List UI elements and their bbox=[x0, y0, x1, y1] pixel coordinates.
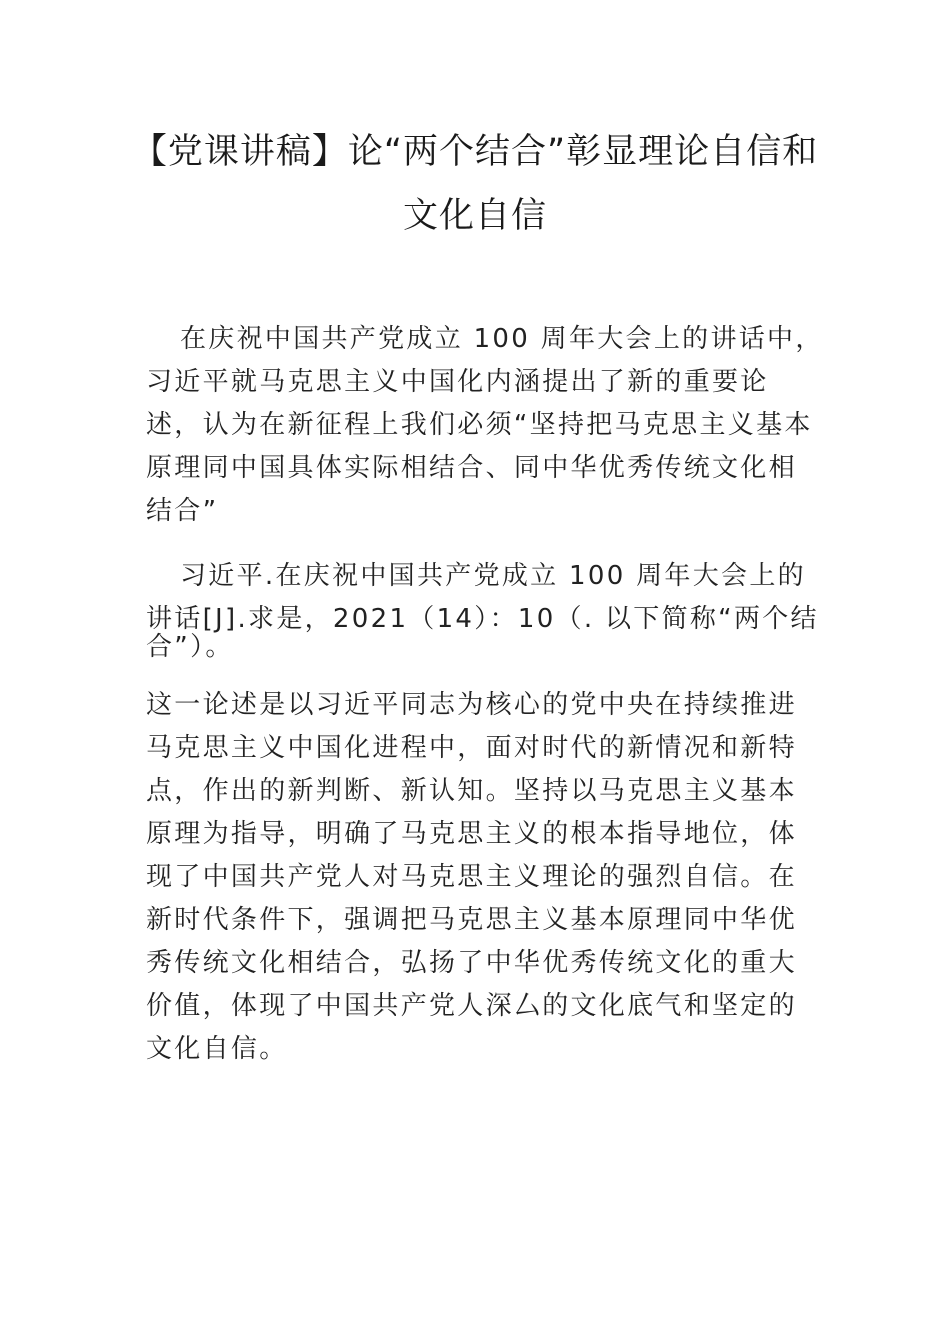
paragraph-line: 结合” bbox=[146, 496, 219, 526]
paragraph-line: 这一论述是以习近平同志为核心的党中央在持续推进 bbox=[146, 690, 797, 720]
citation-line: 习近平.在庆祝中国共产党成立 100 周年大会上的 bbox=[180, 561, 806, 591]
paragraph-line: 原理同中国具体实际相结合、同中华优秀传统文化相 bbox=[146, 453, 797, 483]
paragraph-line: 现了中国共产党人对马克思主义理论的强烈自信。在 bbox=[146, 862, 797, 892]
paragraph-line: 点，作出的新判断、新认知。坚持以马克思主义基本 bbox=[146, 776, 797, 806]
paragraph-line: 在庆祝中国共产党成立 100 周年大会上的讲话中， bbox=[180, 324, 824, 354]
citation-line: 讲话[J].求是，2021（14）：10（. 以下简称“两个结 bbox=[146, 604, 819, 634]
paragraph-line: 秀传统文化相结合，弘扬了中华优秀传统文化的重大 bbox=[146, 948, 797, 978]
paragraph-intro bbox=[146, 318, 824, 533]
citation-line: 合”）。 bbox=[146, 632, 234, 662]
paragraph-line: 文化自信。 bbox=[146, 1034, 288, 1064]
document-title bbox=[120, 120, 830, 248]
title-line-2: 文化自信 bbox=[402, 196, 547, 236]
paragraph-line: 新时代条件下，强调把马克思主义基本原理同中华优 bbox=[146, 905, 797, 935]
paragraph-line: 述，认为在新征程上我们必须“坚持把马克思主义基本 bbox=[146, 410, 813, 440]
title-line-1: 【党课讲稿】论“两个结合”彰显理论自信和 bbox=[131, 132, 819, 172]
paragraph-line: 习近平就马克思主义中国化内涵提出了新的重要论 bbox=[146, 367, 769, 397]
paragraph-line: 原理为指导，明确了马克思主义的根本指导地位，体 bbox=[146, 819, 797, 849]
paragraph-line: 价值，体现了中国共产党人深厶的文化底气和坚定的 bbox=[146, 991, 797, 1021]
paragraph-line: 马克思主义中国化进程中，面对时代的新情况和新特 bbox=[146, 733, 797, 763]
paragraph-body bbox=[146, 684, 806, 1071]
paragraph-citation bbox=[146, 555, 819, 665]
